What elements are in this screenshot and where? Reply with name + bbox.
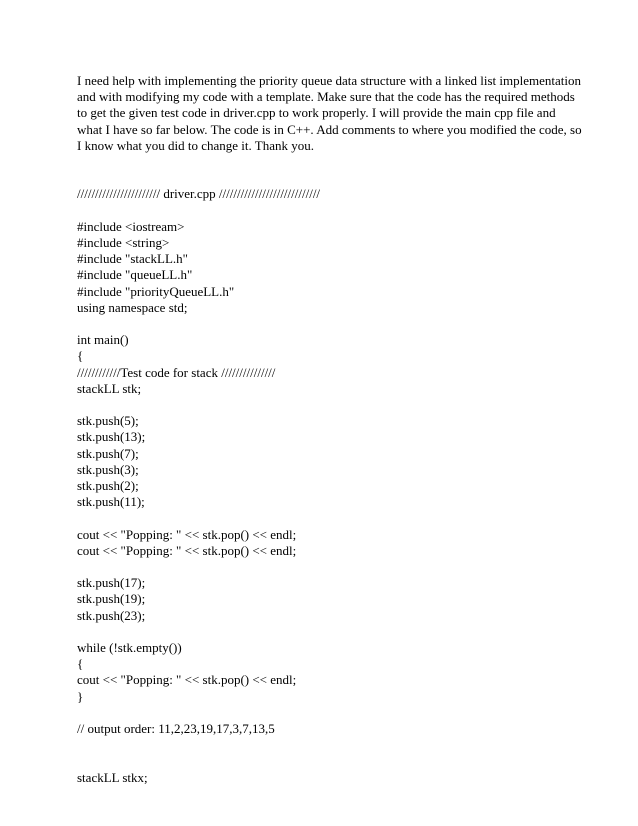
code-line: { [77, 656, 84, 672]
code-line: #include <iostream> [77, 218, 185, 234]
intro-line: and with modifying my code with a template. Make sure that the code has the required methods [77, 89, 575, 105]
code-line: using namespace std; [77, 299, 188, 315]
code-line: #include "stackLL.h" [77, 251, 188, 267]
intro-line: to get the given test code in driver.cpp to work properly. I will provide the main cpp file and [77, 105, 556, 121]
include-block [77, 219, 577, 316]
push-block-1 [77, 413, 577, 510]
code-line: int main() [77, 332, 129, 348]
while-block [77, 640, 577, 705]
spacer [77, 624, 577, 640]
intro-line: what I have so far below. The code is in C++. Add comments to where you modified the code, so [77, 121, 582, 137]
code-line: #include "priorityQueueLL.h" [77, 283, 235, 299]
file-header-line: /////////////////////// driver.cpp //////////////////////////// [77, 186, 321, 202]
main-open-block [77, 332, 577, 397]
push-block-2 [77, 575, 577, 624]
code-line: stk.push(11); [77, 494, 145, 510]
spacer [77, 705, 577, 721]
output-order-comment: // output order: 11,2,23,19,17,3,7,13,5 [77, 721, 275, 736]
code-line: { [77, 348, 84, 364]
code-line: stackLL stk; [77, 380, 142, 396]
code-line: cout << "Popping: " << stk.pop() << endl; [77, 542, 297, 558]
code-line: stk.push(19); [77, 591, 146, 607]
spacer [77, 316, 577, 332]
spacer [77, 154, 577, 186]
spacer [77, 510, 577, 526]
intro-line: I know what you did to change it. Thank you. [77, 137, 314, 153]
spacer [77, 737, 577, 769]
code-line: stk.push(7); [77, 445, 139, 461]
spacer [77, 397, 577, 413]
code-line: ////////////Test code for stack /////////////// [77, 364, 276, 380]
spacer [77, 203, 577, 219]
code-line: #include "queueLL.h" [77, 267, 193, 283]
code-line: stk.push(17); [77, 575, 146, 591]
code-line: stk.push(13); [77, 429, 146, 445]
spacer [77, 559, 577, 575]
code-line: stackLL stkx; [77, 769, 148, 785]
code-line: stk.push(3); [77, 461, 139, 477]
code-line: #include <string> [77, 235, 170, 250]
code-line: cout << "Popping: " << stk.pop() << endl; [77, 672, 297, 688]
code-line: stk.push(5); [77, 413, 139, 429]
code-line: stk.push(2); [77, 478, 139, 494]
code-line: while (!stk.empty()) [77, 640, 182, 655]
pop-block-1 [77, 527, 577, 559]
code-line: cout << "Popping: " << stk.pop() << endl; [77, 526, 297, 542]
intro-line: I need help with implementing the priority queue data structure with a linked list implementation [77, 73, 581, 88]
intro-paragraph [77, 73, 582, 154]
document-body [77, 73, 582, 786]
code-line: } [77, 688, 84, 704]
code-line: stk.push(23); [77, 607, 146, 623]
